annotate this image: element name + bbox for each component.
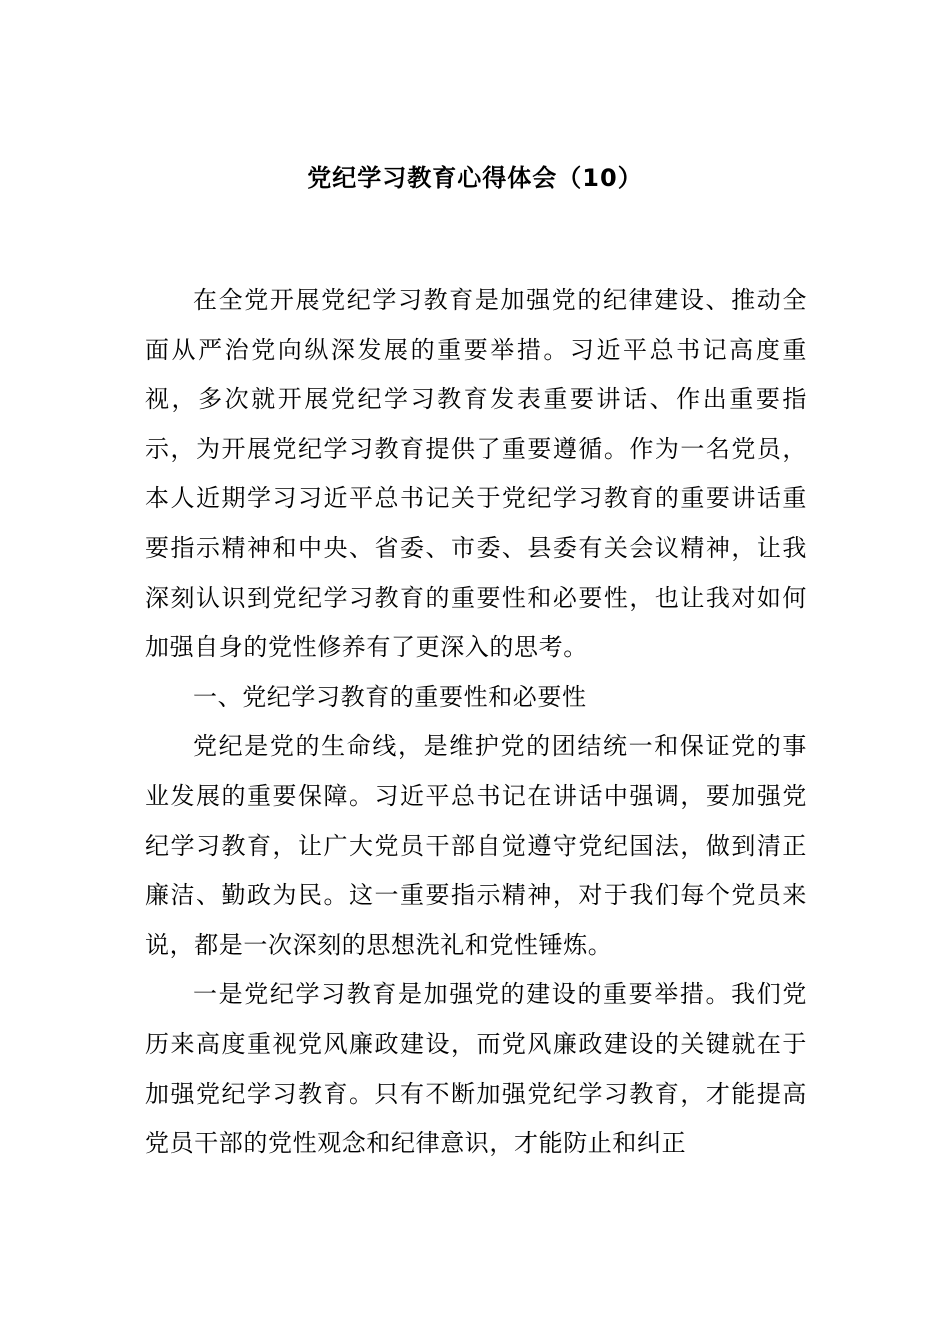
document-title: 党纪学习教育心得体会（10）: [307, 164, 643, 192]
section-heading-1: 一、党纪学习教育的重要性和必要性: [193, 682, 587, 711]
paragraph-intro: 在全党开展党纪学习教育是加强党的纪律建设、推动全面从严治党向纵深发展的重要举措。习近平总书记高度重视，多次就开展党纪学习教育发表重要讲话、作出重要指示，为开展党纪学习教育提供了重要遵循。作为一名党员，本人近期学习习近平总书记关于党纪学习教育的重要讲话重要指示精神和中央、省委、市委、县委有关会议精神，让我深刻认识到党纪学习教育的重要性和必要性，也让我对如何加强自身的党性修养有了更深入的思考。: [145, 286, 807, 662]
paragraph-point-one: 一是党纪学习教育是加强党的建设的重要举措。我们党历来高度重视党风廉政建设，而党风廉政建设的关键就在于加强党纪学习教育。只有不断加强党纪学习教育，才能提高党员干部的党性观念和纪律意识，才能防止和纠正: [145, 980, 807, 1158]
paragraph-party-discipline: 党纪是党的生命线，是维护党的团结统一和保证党的事业发展的重要保障。习近平总书记在讲话中强调，要加强党纪学习教育，让广大党员干部自觉遵守党纪国法，做到清正廉洁、勤政为民。这一重要指示精神，对于我们每个党员来说，都是一次深刻的思想洗礼和党性锤炼。: [145, 732, 807, 959]
document-body: [145, 276, 807, 1169]
